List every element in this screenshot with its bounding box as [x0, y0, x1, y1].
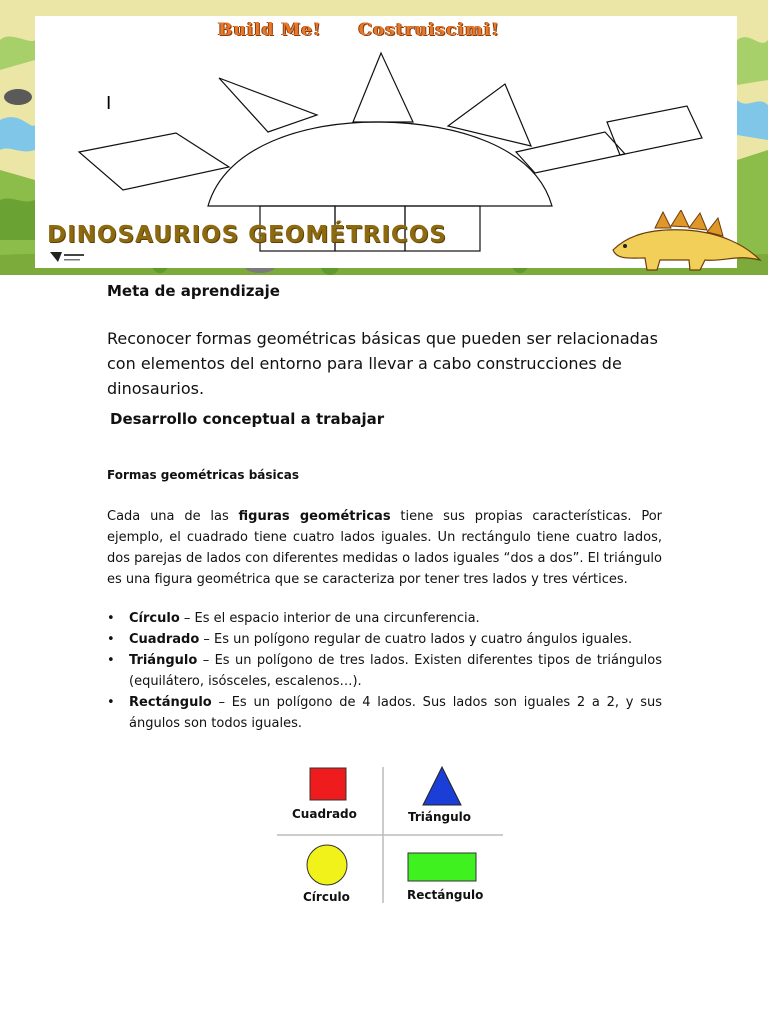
triangle-shape — [423, 767, 461, 805]
text-cursor: I — [106, 93, 112, 114]
worksheet-title: DINOSAURIOS GEOMÉTRICOS — [47, 222, 447, 248]
list-item-term: Rectángulo — [129, 695, 212, 710]
list-item-text: – Es un polígono de tres lados. Existen diferentes tipos de triángulos (equilátero, isósceles, escalenos…). — [129, 653, 662, 689]
logo-icon — [48, 248, 88, 266]
meta-heading: Meta de aprendizaje — [107, 282, 280, 300]
list-item-term: Cuadrado — [129, 632, 200, 647]
square-shape — [310, 768, 346, 800]
list-item-text: – Es un polígono de 4 lados. Sus lados son iguales 2 a 2, y sus ángulos son todos iguales. — [129, 695, 662, 731]
triangulo-label: Triángulo — [408, 810, 472, 824]
formas-paragraph — [107, 506, 662, 590]
list-item — [107, 650, 662, 692]
shapes-definition-list — [107, 608, 662, 734]
basic-shapes-figure — [277, 765, 503, 905]
formas-paragraph-start: Cada una de las — [107, 509, 239, 524]
rectangle-shape — [408, 853, 476, 881]
banner — [0, 0, 768, 275]
meta-paragraph: Reconocer formas geométricas básicas que pueden ser relacionadas con elementos del entorno para llevar a cabo construcciones de dinosaurios. — [107, 329, 658, 398]
figuras-geometricas-term: figuras geométricas — [238, 509, 391, 524]
stegosaurus-illustration — [605, 210, 765, 272]
build-me-text: Build Me! — [218, 20, 322, 40]
list-item — [107, 692, 662, 734]
list-item-term: Círculo — [129, 611, 180, 626]
costruiscimi-text: Costruiscimi! — [358, 20, 500, 40]
circle-shape — [307, 845, 347, 885]
build-me-heading — [218, 20, 618, 40]
circulo-label: Círculo — [303, 890, 350, 904]
cuadrado-label: Cuadrado — [292, 807, 357, 821]
list-item-text: – Es el espacio interior de una circunferencia. — [179, 611, 480, 626]
publisher-logo — [48, 248, 88, 268]
desarrollo-heading: Desarrollo conceptual a trabajar — [110, 410, 385, 428]
list-item-text: – Es un polígono regular de cuatro lados y cuatro ángulos iguales. — [199, 632, 633, 647]
list-item-term: Triángulo — [129, 653, 198, 668]
rectangulo-label: Rectángulo — [407, 888, 484, 902]
shapes-grid — [277, 765, 503, 905]
list-item — [107, 629, 662, 650]
formas-paragraph-rest: tiene sus propias características. Por ejemplo, el cuadrado tiene cuatro lados iguales. Un rectángulo tiene cuatro lados, dos parejas de lados con diferentes medidas o lados iguales “dos a dos”. El triángulo es una figura geométrica que se caracteriza por tener tres lados y tres vértices. — [107, 509, 663, 587]
formas-heading: Formas geométricas básicas — [107, 468, 300, 482]
list-item — [107, 608, 662, 629]
